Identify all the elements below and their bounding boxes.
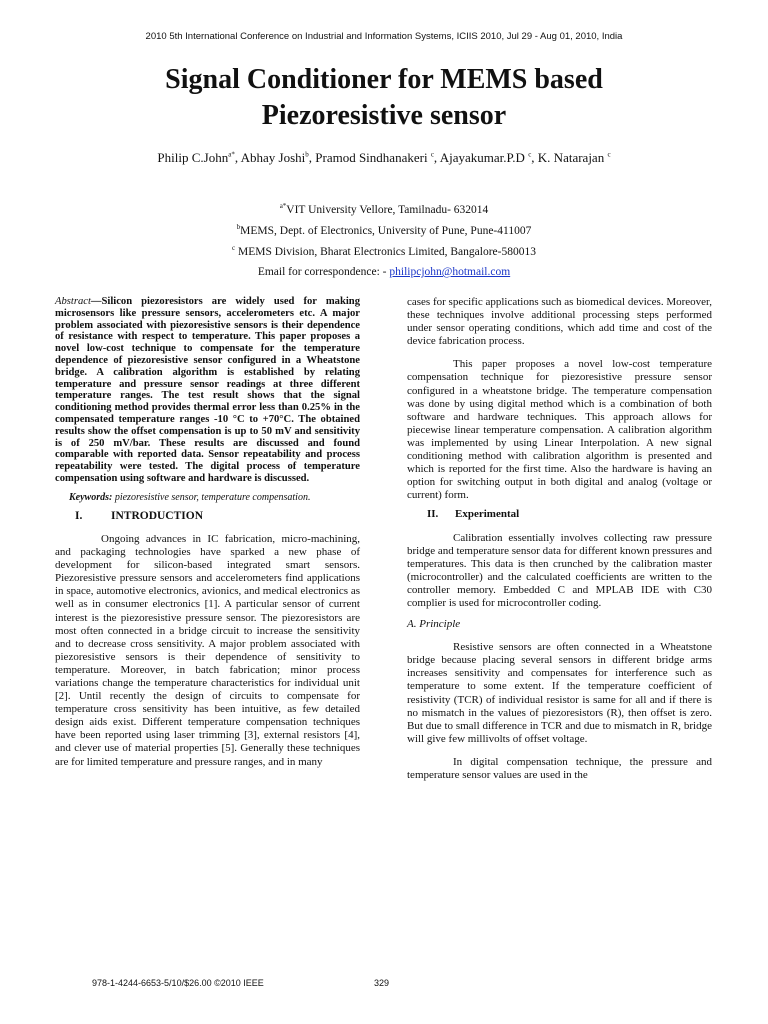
author-sup: c xyxy=(607,150,611,159)
abstract xyxy=(55,296,360,485)
author-sup: c xyxy=(528,150,532,159)
section-title: INTRODUCTION xyxy=(111,509,204,522)
affiliation xyxy=(40,246,728,258)
paragraph: Calibration essentially involves collecting raw pressure bridge and temperature sensor data for different known pressures and temperatures. This data is then crunched by the calibration master (microcontroller) and the calculated coefficients are written to the controller memory. Embedded C and MPLAB IDE with C30 complier is used for microcontroller coding. xyxy=(407,531,712,609)
affiliation-sup: a* xyxy=(279,202,287,211)
paragraph: This paper proposes a novel low-cost temperature compensation technique for piezoresistive pressure sensor configured in a wheatstone bridge. The temperature compensation was done by using digital method which is a combination of both software and hardware techniques. This approach allows for piecewise linear temperature compensation. A calibration algorithm was implemented by using Linear Interpolation. A new signal conditioning method with calibration algorithm is presented and which is reported for the first time. Also the hardware is having an option for switching output in both digital and analog (voltage or current) form. xyxy=(407,358,712,502)
paragraph: In digital compensation technique, the pressure and temperature sensor values are used in the xyxy=(407,755,712,781)
subsection-heading-principle: A. Principle xyxy=(407,618,461,631)
email-link[interactable]: philipcjohn@hotmail.com xyxy=(389,266,511,278)
author-sup: b xyxy=(305,150,309,159)
title-line-1: Signal Conditioner for MEMS based xyxy=(165,64,603,95)
author-list: Philip C.John$^{a*}$, Abhay Joshi$^b$, Pramod Sindhanakeri $^c$, Ajayakumar.P.D $^c$, K. Natarajan $^c$ xyxy=(157,150,611,165)
introduction-paragraph: Ongoing advances in IC fabrication, micro-machining, and packaging technologies have sparked a new phase of development for silicon-based integrated smart sensors. Piezoresistive pressure sensors and accelerometers find applications in space, automotive electronics, avionics, and medical electronics as well as in consumer electronics [1]. A particular sensor of current interest is the piezoresistive pressure sensor. The piezoresistors are most often connected in a bridge circuit to increase the sensitivity and to decrease cross sensitivity. A major problem associated with piezoresistive sensors is their dependence of sensitivity to temperature. Moreover, in batch fabrication; minor process variations change the temperature characteristics for individual unit [2]. Until recently the design of circuits to compensate for temperature cross sensitivity has been intuitive, as few detailed design aids exist. Different temperature compensation techniques have been reported using laser trimming [3], external resistors [4], and clever use of material properties [5]. Generally these techniques are for limited temperature and pressure ranges, and in many xyxy=(55,532,360,768)
right-column xyxy=(407,296,712,786)
title-line-2: Piezoresistive sensor xyxy=(261,100,507,131)
paragraph: Resistive sensors are often connected in a Wheatstone bridge because placing several sensors in different bridge arms increases sensitivity and compensates for interference such as temperature to some extent. If the temperature coefficient of resistivity (TCR) of individual resistor is same for all and if there is no mismatch in the values of piezoresistors (R), then offset is zero. But due to small difference in TCR and due to mismatch in R, bridge will give few millivolts of offset voltage. xyxy=(407,641,712,745)
author-name: Ajayakumar.P.D xyxy=(439,150,525,165)
author-name: Pramod Sindhanakeri xyxy=(315,150,428,165)
section-heading-experimental xyxy=(407,508,712,521)
left-column xyxy=(55,296,360,773)
affiliation xyxy=(40,204,728,216)
correspondence-email xyxy=(40,266,728,278)
author-name: Abhay Joshi xyxy=(240,150,306,165)
footer-isbn: 978-1-4244-6653-5/10/$26.00 ©2010 IEEE xyxy=(92,978,264,988)
affiliation-text: MEMS Division, Bharat Electronics Limited, Bangalore-580013 xyxy=(237,246,536,258)
paper-title xyxy=(60,62,708,134)
affiliation xyxy=(40,225,728,237)
conference-header: 2010 5th International Conference on Industrial and Information Systems, ICIIS 2010, Jul 29 - Aug 01, 2010, India xyxy=(145,31,623,42)
abstract-label: Abstract xyxy=(55,296,91,307)
author-sup: c xyxy=(430,150,434,159)
affiliation-text: MEMS, Dept. of Electronics, University of Pune, Pune-411007 xyxy=(240,225,532,237)
section-title: Experimental xyxy=(455,508,520,521)
author-name: K. Natarajan xyxy=(537,150,605,165)
section-number: I. xyxy=(75,509,83,522)
author-name: Philip C.John xyxy=(157,150,229,165)
affiliation-sup: c xyxy=(232,244,236,253)
section-number: II. xyxy=(427,508,439,521)
keywords-label: Keywords: xyxy=(69,491,113,503)
affiliation-sup: b xyxy=(236,223,241,232)
keywords xyxy=(55,491,360,504)
page-number: 329 xyxy=(374,978,390,988)
author-sup: a* xyxy=(228,150,235,159)
section-heading-introduction xyxy=(55,510,360,523)
paragraph: cases for specific applications such as biomedical devices. Moreover, these techniques involve additional processing steps performed under sensor operating conditions, which add time and cost of the device fabrication process. xyxy=(407,296,713,348)
abstract-text: —Silicon piezoresistors are widely used for making microsensors like pressure sensors, accelerometers etc. A major problem associated with piezoresistive sensors is their dependence of resistance with respect to temperature. This paper proposes a novel low-cost technique to compensate for the temperature dependence of piezoresistive sensor configured in a Wheatstone bridge. A calibration algorithm is established by relating temperature and pressure sensor readings at three different temperature ranges. The test result shows that the signal conditioning method provides thermal error less than 0.25% in the compensated temperature ranges -10 °C to +70°C. The obtained results show the offset compensation is up to 50 mV and sensitivity is of 250 mV/bar. These results are discussed and found comparable with reported data. Sensor repeatability and process repeatability were tested. The digital process of temperature compensation using software and hardware is discussed. xyxy=(55,296,360,484)
affiliation-text: VIT University Vellore, Tamilnadu- 632014 xyxy=(286,204,489,216)
keywords-text: piezoresistive sensor, temperature compensation. xyxy=(112,491,311,503)
email-label: Email for correspondence: - xyxy=(257,266,390,278)
